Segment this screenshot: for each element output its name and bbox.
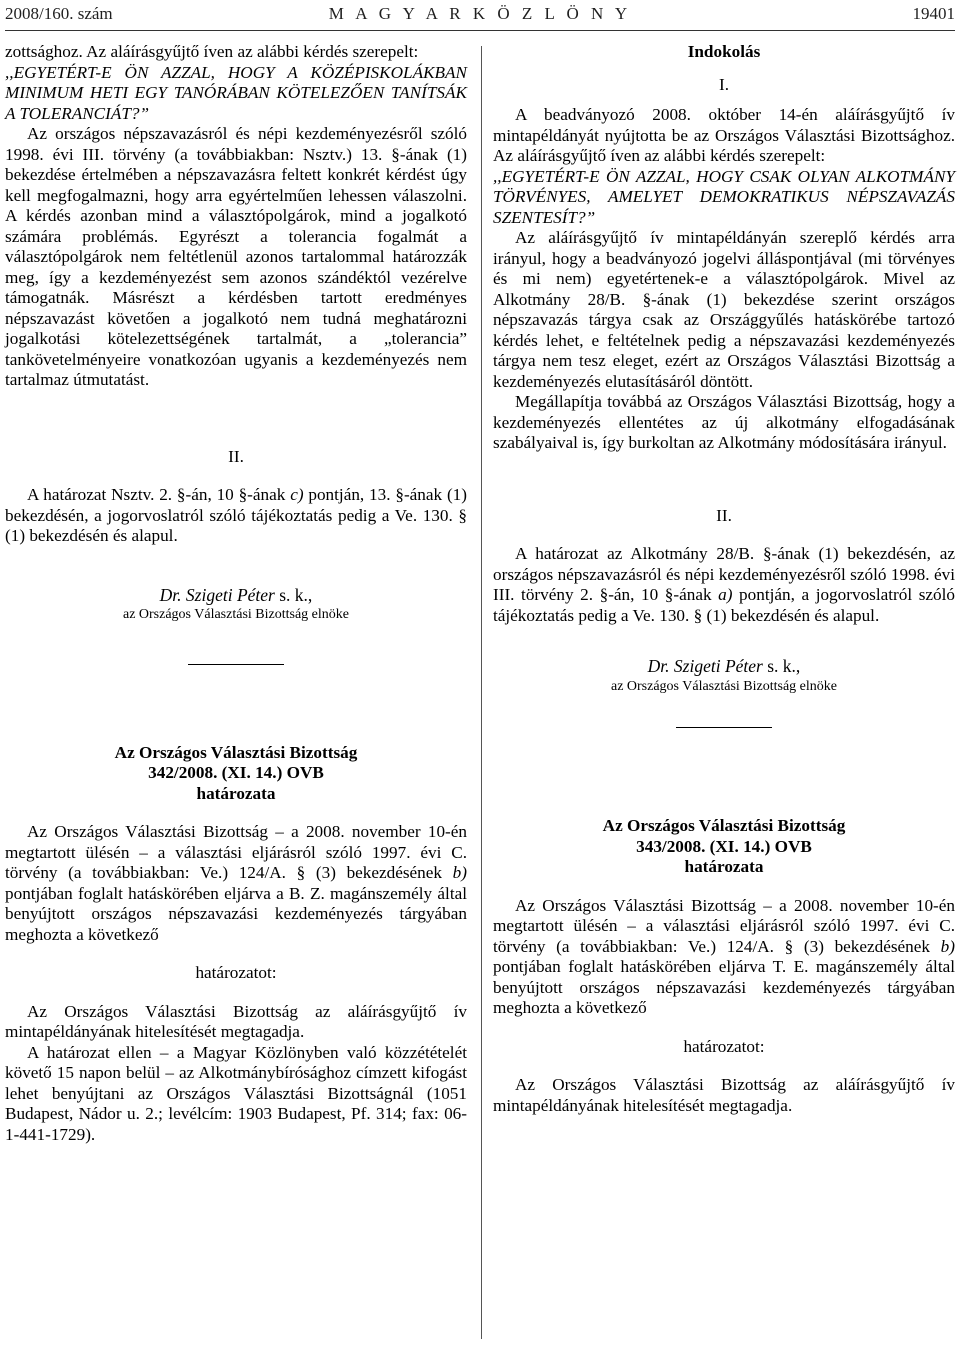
paragraph bbox=[5, 822, 467, 945]
quoted-question: ,,EGYETÉRT-E ÖN AZZAL, HOGY CSAK OLYAN ALKOTMÁNY TÖRVÉNYES, AMELYET DEMOKRATIKUS NÉPSZAVAZÁS SZENTESÍT?” bbox=[493, 166, 955, 227]
paragraph bbox=[493, 896, 955, 1019]
journal-title: M A G Y A R K Ö Z L Ö N Y bbox=[328, 4, 632, 23]
section-heading: II. bbox=[228, 446, 244, 466]
paragraph bbox=[493, 544, 955, 626]
issue-number: 2008/160. szám bbox=[5, 4, 113, 23]
decision-label: határozata bbox=[684, 857, 764, 876]
paragraph: Megállapítja továbbá az Országos Választási Bizottság, hogy a kezdeményezés ellentétes az új alkotmány elfogadásának szabályaival is, így burkoltan az Alkotmány módosítására irányul. bbox=[493, 392, 955, 452]
column-divider bbox=[481, 46, 482, 1339]
header-rule bbox=[5, 30, 955, 31]
text-span: Az Országos Választási Bizottság – a 2008. november 10-én megtartott ülésén – a választási eljárásról szóló 1997. évi C. törvény (a továbbiakban: Ve.) 124/A. § (3) bekezdésének bbox=[493, 895, 955, 956]
text-span: pontjában foglalt hatáskörében eljárva a B. Z. magánszemély által benyújtott országos népszavazási kezdeményezés tárgyában meghozta a következő bbox=[5, 883, 467, 944]
decision-label: határozata bbox=[196, 783, 276, 803]
page-number: 19401 bbox=[912, 4, 955, 23]
paragraph: A beadványozó 2008. október 14-én aláírásgyűjtő ív mintapéldányát nyújtotta be az Országos Választási Bizottsághoz. Az aláírásgyűjtő íven az alábbi kérdés szerepelt: bbox=[493, 105, 955, 165]
section-heading: II. bbox=[716, 505, 732, 525]
signatory-title: az Országos Választási Bizottság elnöke bbox=[122, 607, 349, 622]
left-column bbox=[5, 42, 467, 1145]
paragraph bbox=[5, 485, 467, 547]
text-span: pontján, a jogorvoslatról szóló tájékoztatás pedig a Ve. 130. § (1) bekezdésén és alapul. bbox=[493, 585, 955, 625]
decision-number: 342/2008. (XI. 14.) OVB bbox=[148, 763, 324, 782]
signature-line bbox=[5, 585, 467, 606]
signatory-name: Dr. Szigeti Péter bbox=[647, 656, 763, 676]
decision-title: Az Országos Választási Bizottság bbox=[114, 742, 358, 762]
paragraph: Az aláírásgyűjtő ív mintapéldányán szereplő kérdés arra irányul, hogy a beadványozó jogelvi álláspontjával (mi törvényes és mi nem) egyetértenek-e a választópolgárok. Mivel az Alkotmány 28/B. §-ának (1) bekezdése szerint országos népszavazás tárgya csak az Országgyűlés hatáskörébe tartozó kérdés lehet, e feltételnek pedig a népszavazási kezdeményezés tárgya nem tesz eleget, ezért az Országos Választási Bizottság a kezdeményezés elutasításáról döntött. bbox=[493, 228, 955, 391]
text-span: pontján, 13. §-ának (1) bekezdésén, a jogorvoslatról szóló tájékoztatás pedig a Ve. 130. § (1) bekezdésén és alapul. bbox=[5, 485, 467, 545]
decision-title: Az Országos Választási Bizottság bbox=[602, 816, 846, 835]
text-span: Az Országos Választási Bizottság – a 2008. november 10-én megtartott ülésén – a választási eljárásról szóló 1997. évi C. törvény (a továbbiakban: Ve.) 124/A. § (3) bekezdésének bbox=[5, 822, 467, 882]
page-header bbox=[5, 4, 955, 26]
signature-line bbox=[493, 656, 955, 677]
decision-number: 343/2008. (XI. 14.) OVB bbox=[636, 836, 812, 856]
signatory-name: Dr. Szigeti Péter bbox=[159, 584, 275, 605]
paragraph: Az Országos Választási Bizottság az aláírásgyűjtő ív mintapéldányának hitelesítését megtagadja. bbox=[493, 1075, 955, 1115]
paragraph: Az országos népszavazásról és népi kezdeményezésről szóló 1998. évi III. törvény (a továbbiakban: Nsztv.) 13. §-ának (1) bekezdése értelmében a népszavazásra feltett konkrét kérdést úgy kell megfogalmazni, hogy arra egyértelműen lehessen válaszolni. A kérdés azonban mind a választópolgárok, mind a jogalkotó számára problémás. Egyrészt a tolerancia fogalmát a választópolgárok nem feltétlenül azonos tartalommal határozzák meg, így a kezdeményezést sem azonos szándéktól vezérelve támogatnák. Másrészt a kérdésben tartott eredményes népszavazást követően a jogalkotó nem tudná meghatározni jogalkotási kötelezettségének tartalmát, a „tolerancia” tankövetelményeire vonatkozóan ugyanis a kezdeményezés nem tartalmaz útmutatást. bbox=[5, 124, 467, 389]
text-span: a) bbox=[718, 585, 733, 604]
decision-heading: határozatot: bbox=[683, 1036, 765, 1056]
text-span: b) bbox=[452, 863, 467, 882]
text-span: s. k., bbox=[274, 584, 313, 605]
right-column bbox=[493, 42, 955, 1116]
text-span: A határozat Nsztv. 2. §-án, 10 §-ának bbox=[27, 485, 291, 504]
section-heading: I. bbox=[718, 74, 730, 94]
quoted-question: ,,EGYETÉRT-E ÖN AZZAL, HOGY A KÖZÉPISKOLÁKBAN MINIMUM HETI EGY TANÓRÁBAN KÖTELEZŐEN TANÍTSÁK A TOLERANCIÁT?” bbox=[5, 62, 467, 123]
paragraph: A határozat ellen – a Magyar Közlönyben való közzétételét követő 15 napon belül – az Alkotmánybírósághoz címzett kifogást lehet benyújtani az Országos Választási Bizottságnál (1051 Budapest, Nádor u. 2.; levélcím: 1903 Budapest, Pf. 314; fax: 06-1-441-1729). bbox=[5, 1042, 467, 1144]
paragraph: Az Országos Választási Bizottság az aláírásgyűjtő ív mintapéldányának hitelesítését megtagadja. bbox=[5, 1001, 467, 1041]
text-span: A határozat az Alkotmány 28/B. §-ának (1) bekezdésén, az országos népszavazásról és népi kezdeményezésről szóló 1998. évi III. törvény 2. §-án, 10 §-ának bbox=[493, 544, 955, 604]
decision-heading: határozatot: bbox=[195, 963, 277, 982]
text-span: c) bbox=[290, 485, 304, 504]
text-span: s. k., bbox=[762, 656, 801, 676]
signatory-title: az Országos Választási Bizottság elnöke bbox=[610, 678, 837, 694]
paragraph: zottsághoz. Az aláírásgyűjtő íven az alábbi kérdés szerepelt: bbox=[5, 42, 419, 61]
section-title: Indokolás bbox=[687, 42, 761, 61]
text-span: b) bbox=[940, 936, 955, 956]
text-span: pontjában foglalt hatáskörében eljárva T. E. magánszemély által benyújtott országos népszavazási kezdeményezés tárgyában meghozta a következő bbox=[493, 957, 955, 1017]
